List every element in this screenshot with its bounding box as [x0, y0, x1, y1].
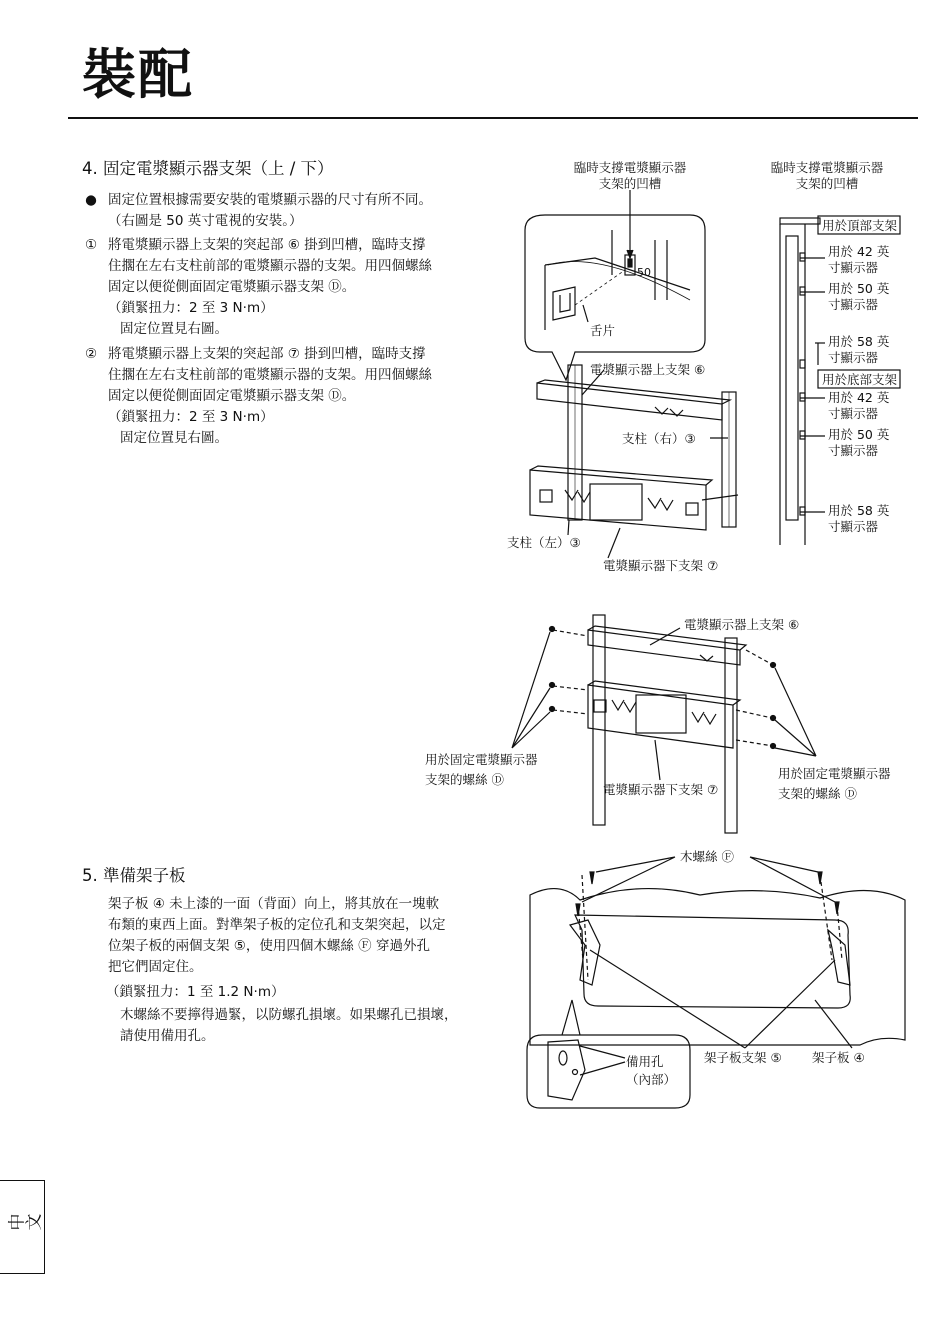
fig1-size-line: 寸顯示器 [828, 443, 879, 458]
figure-2-assembly [512, 615, 816, 833]
fig1-size-58-bottom [828, 503, 889, 535]
step-2-marker: ② [84, 346, 98, 362]
section-5-line: 架子板 ④ 未上漆的一面（背面）向上，將其放在一塊軟 [108, 896, 440, 912]
step-1-torque: （鎖緊扭力：2 至 3 N·m） [108, 300, 274, 316]
bullet-line: 固定位置根據需要安裝的電漿顯示器的尺寸有所不同。 [108, 192, 432, 208]
fig1-pillar-right-label: 支柱（右）③ [622, 431, 696, 446]
fig1-size-line: 用於 58 英 [828, 334, 890, 349]
fig1-size-42-bottom [828, 390, 889, 422]
fig1-size-line: 寸顯示器 [828, 519, 879, 534]
fig2-screws-left-label [425, 750, 538, 790]
fig1-callout-2 [762, 160, 892, 192]
step-1-note: 固定位置見右圖。 [120, 321, 228, 337]
fig1-size-line: 用於 50 英 [828, 427, 890, 442]
fig3-spare-hole-line: 備用孔 [626, 1054, 664, 1069]
step-2-line: 將電漿顯示器上支架的突起部 ⑦ 掛到凹槽，臨時支撐 [108, 346, 426, 362]
fig1-pillar-left-label: 支柱（左）③ [507, 535, 581, 550]
section-5-line: 把它們固定住。 [108, 959, 203, 975]
fig1-size-line: 用於 42 英 [828, 390, 890, 405]
page-title: 裝配 [82, 43, 194, 106]
figure-3-shelf [527, 857, 905, 1108]
step-1-line: 住擱在左右支柱前部的電漿顯示器的支架。用四個螺絲 [108, 258, 432, 274]
language-tab-label: 中文 [7, 1214, 42, 1235]
bullet-marker: ● [85, 192, 97, 208]
step-2-line: 固定以便從側面固定電漿顯示器支架 Ⓓ。 [108, 388, 356, 404]
section-5-heading: 5. 準備架子板 [82, 866, 186, 885]
fig1-size-line: 用於 50 英 [828, 281, 890, 296]
fig1-callout-2-line: 支架的凹槽 [795, 176, 859, 191]
step-1-line: 固定以便從側面固定電漿顯示器支架 Ⓓ。 [108, 279, 356, 295]
fig1-size-50-top [828, 281, 889, 313]
fig3-shelf-bracket-label: 架子板支架 ⑤ [704, 1050, 782, 1065]
section-5-note-line: 木螺絲不要擰得過緊，以防螺孔損壞。如果螺孔已損壞， [120, 1007, 458, 1023]
fig1-callout-1 [565, 160, 695, 192]
step-1-line: 將電漿顯示器上支架的突起部 ⑥ 掛到凹槽，臨時支撐 [108, 237, 426, 253]
fig1-tab-label: 舌片 [590, 323, 616, 338]
fig1-size-line: 用於 42 英 [828, 244, 890, 259]
fig1-callout-1-line: 支架的凹槽 [598, 176, 662, 191]
fig2-lower-bracket-label: 電漿顯示器下支架 ⑦ [603, 782, 719, 797]
fig2-screws-right-line: 支架的螺絲 Ⓓ [778, 786, 857, 801]
section-5-line: 位架子板的兩個支架 ⑤，使用四個木螺絲 Ⓕ 穿過外孔 [108, 938, 430, 954]
section-4-heading: 4. 固定電漿顯示器支架（上 / 下） [82, 159, 334, 178]
fig1-bottom-bracket-label: 用於底部支架 [822, 372, 898, 387]
fig1-top-bracket-label: 用於頂部支架 [822, 218, 898, 233]
section-5-line: 布類的東西上面。對準架子板的定位孔和支架突起，以定 [108, 917, 446, 933]
section-5-torque: （鎖緊扭力：1 至 1.2 N·m） [106, 984, 285, 1000]
fig1-callout-1-line: 臨時支撐電漿顯示器 [573, 160, 687, 175]
fig3-shelf-label: 架子板 ④ [812, 1050, 865, 1065]
step-1-marker: ① [84, 237, 98, 253]
fig3-spare-hole-line: （內部） [626, 1072, 677, 1087]
fig2-screws-left-line: 用於固定電漿顯示器 [425, 752, 538, 767]
fig2-upper-bracket-label: 電漿顯示器上支架 ⑥ [684, 617, 800, 632]
fig1-size-58-top [828, 334, 889, 366]
step-2-torque: （鎖緊扭力：2 至 3 N·m） [108, 409, 274, 425]
fig1-size-50-bottom [828, 427, 889, 459]
fig2-screws-right-line: 用於固定電漿顯示器 [778, 766, 891, 781]
fig1-size-line: 用於 58 英 [828, 503, 890, 518]
fig3-spare-hole-label [626, 1053, 676, 1089]
step-2-line: 住擱在左右支柱前部的電漿顯示器的支架。用四個螺絲 [108, 367, 432, 383]
section-5-note-line: 請使用備用孔。 [120, 1028, 215, 1044]
fig1-size-line: 寸顯示器 [828, 260, 879, 275]
figure-1-bubble [525, 190, 705, 380]
fig1-size-42-top [828, 244, 889, 276]
figure-1-assembly [530, 365, 738, 558]
fig1-upper-bracket-label: 電漿顯示器上支架 ⑥ [590, 362, 706, 377]
step-2-note: 固定位置見右圖。 [120, 430, 228, 446]
fig1-callout-2-line: 臨時支撐電漿顯示器 [770, 160, 884, 175]
fig3-wood-screw-label: 木螺絲 Ⓕ [680, 849, 734, 864]
bullet-line: （右圖是 50 英寸電視的安裝。） [108, 213, 303, 229]
fig1-size-line: 寸顯示器 [828, 297, 879, 312]
fig1-lower-bracket-label: 電漿顯示器下支架 ⑦ [603, 558, 719, 573]
fig2-screws-left-line: 支架的螺絲 Ⓓ [425, 772, 504, 787]
fig1-size-line: 寸顯示器 [828, 406, 879, 421]
fig2-screws-right-label [778, 764, 891, 804]
fig1-number-50: 50 [637, 266, 651, 279]
fig1-size-line: 寸顯示器 [828, 350, 879, 365]
